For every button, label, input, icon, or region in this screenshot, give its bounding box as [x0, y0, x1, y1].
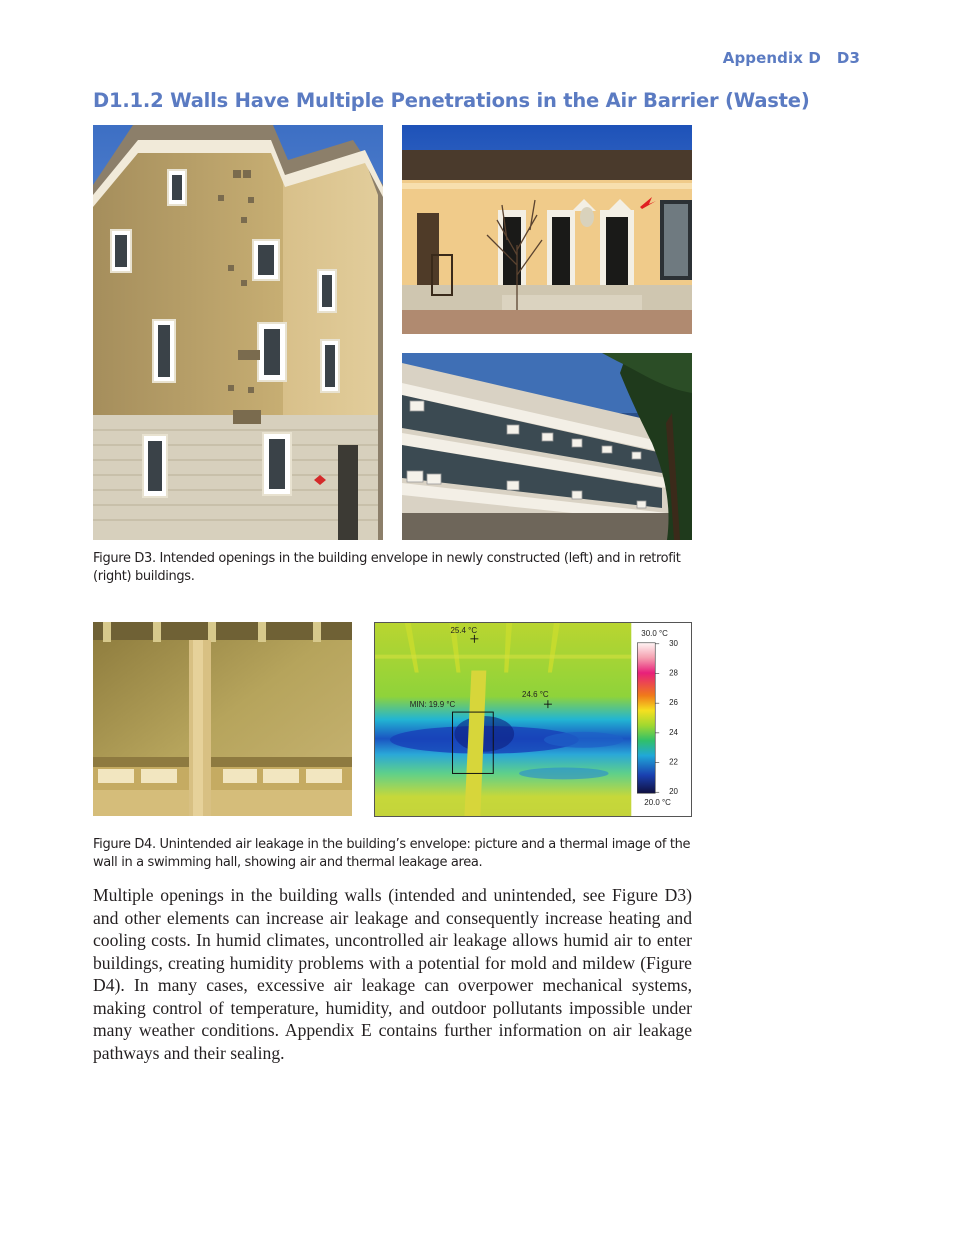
- photo-retrofit-entrance: [402, 125, 692, 334]
- thermal-tick: 26: [669, 698, 678, 708]
- thermal-scale-min: 20.0 °C: [644, 798, 671, 808]
- thermal-min-label: MIN: 19.9 °C: [409, 700, 456, 710]
- thermal-image: [374, 622, 692, 817]
- photo-new-building: [93, 125, 383, 540]
- thermal-scale-max: 30.0 °C: [641, 628, 668, 638]
- thermal-tick: 28: [669, 668, 678, 678]
- thermal-tick: 20: [669, 787, 678, 797]
- thermal-tick: 24: [669, 727, 678, 737]
- thermal-spot2-label: 24.6 °C: [522, 690, 549, 700]
- thermal-spot1-label: 25.4 °C: [450, 625, 478, 635]
- photo-swimming-hall-wall: [93, 622, 352, 816]
- body-paragraph: Multiple openings in the building walls (intended and unintended, see Figure D3) and other elements can increase air leakage and consequently increase heating and cooling costs. In humid climates, uncontrolled air leakage allows humid air to enter buildings, creating humidity problems with a potential for mold and mildew (Figure D4). In many cases, excessive air leakage can overpower mechanical systems, making control of temperature, humidity, and outdoor pollutants impossible under many weather conditions. Appendix E contains further information on air leakage pathways and their sealing.: [93, 885, 692, 1063]
- running-head: [723, 49, 860, 67]
- figure-d4-caption: Figure D4. Unintended air leakage in the building’s envelope: picture and a thermal image of the wall in a swimming hall, showing air and thermal leakage area.: [93, 837, 691, 870]
- thermal-tick: 22: [669, 757, 678, 767]
- figure-d3-caption: Figure D3. Intended openings in the building envelope in newly constructed (left) and in retrofit (right) buildings.: [93, 551, 681, 584]
- page-number: D3: [836, 49, 860, 67]
- appendix-label: Appendix D: [722, 49, 821, 67]
- section-title: D1.1.2 Walls Have Multiple Penetrations in the Air Barrier (Waste): [93, 89, 810, 112]
- photo-retrofit-ac-units: [402, 353, 692, 540]
- thermal-tick: 30: [669, 638, 678, 648]
